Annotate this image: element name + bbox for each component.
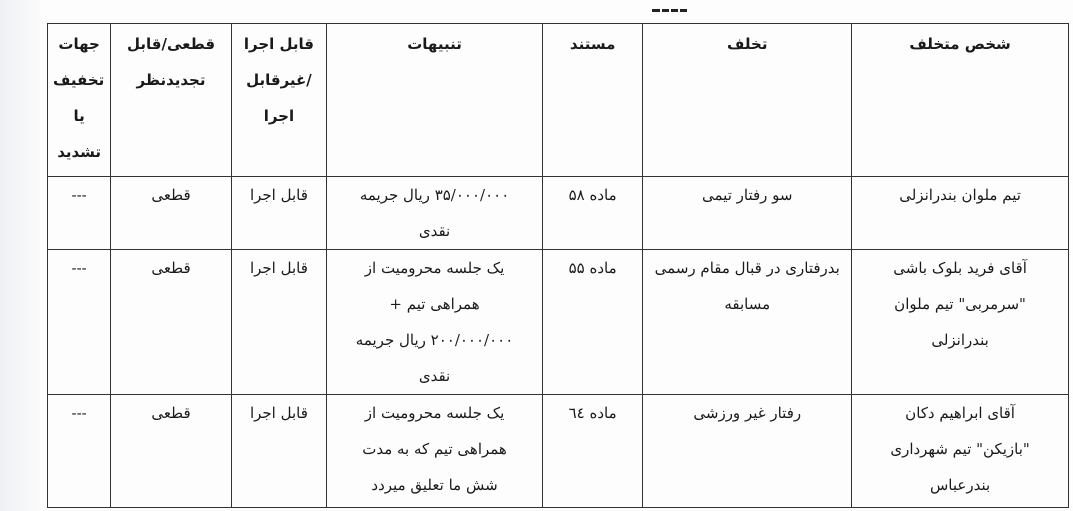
table-row [48,177,1069,250]
cell-penalties: یک جلسه محرومیت از همراهی تیم که به مدت شش ما تعلیق میردد [327,395,543,508]
header-article: مستند [542,24,642,177]
header-enforceable: قابل اجرا /غیرقابل اجرا [231,24,326,177]
cell-final: قطعی [111,395,231,508]
cell-final: قطعی [111,250,231,395]
cell-person: تیم ملوان بندرانزلی [852,177,1069,250]
cell-enforceable: قابل اجرا [231,250,326,395]
header-person: شخص متخلف [852,24,1069,177]
header-row [48,24,1069,177]
cell-violation: بدرفتاری در قبال مقام رسمی مسابقه [643,250,852,395]
cell-penalties: ۳۵/۰۰۰/۰۰۰ ریال جریمه نقدی [327,177,543,250]
header-violation: تخلف [643,24,852,177]
cell-enforceable: قابل اجرا [231,177,326,250]
cell-article: ماده ۵۸ [542,177,642,250]
header-penalties: تنبیهات [327,24,543,177]
cell-final: قطعی [111,177,231,250]
disciplinary-table [47,23,1069,508]
top-mark [652,9,692,13]
cell-article: ماده ٦٤ [542,395,642,508]
header-mitigation: جهات تخفیف یا تشدید [48,24,111,177]
cell-person: آقای ابراهیم دکان "بازیکن" تیم شهرداری بندرعباس [852,395,1069,508]
table-row [48,395,1069,508]
cell-penalties: یک جلسه محرومیت از همراهی تیم + ۲۰۰/۰۰۰/۰۰۰ ریال جریمه نقدی [327,250,543,395]
cell-enforceable: قابل اجرا [231,395,326,508]
cell-article: ماده ۵۵ [542,250,642,395]
cell-mitigation: --- [48,177,111,250]
cell-mitigation: --- [48,250,111,395]
scan-edge-shadow [0,0,40,511]
cell-mitigation: --- [48,395,111,508]
cell-violation: رفتار غیر ورزشی [643,395,852,508]
cell-person: آقای فرید بلوک باشی "سرمربی" تیم ملوان بندرانزلی [852,250,1069,395]
header-final: قطعی/قابل تجدیدنظر [111,24,231,177]
table-row [48,250,1069,395]
cell-violation: سو رفتار تیمی [643,177,852,250]
